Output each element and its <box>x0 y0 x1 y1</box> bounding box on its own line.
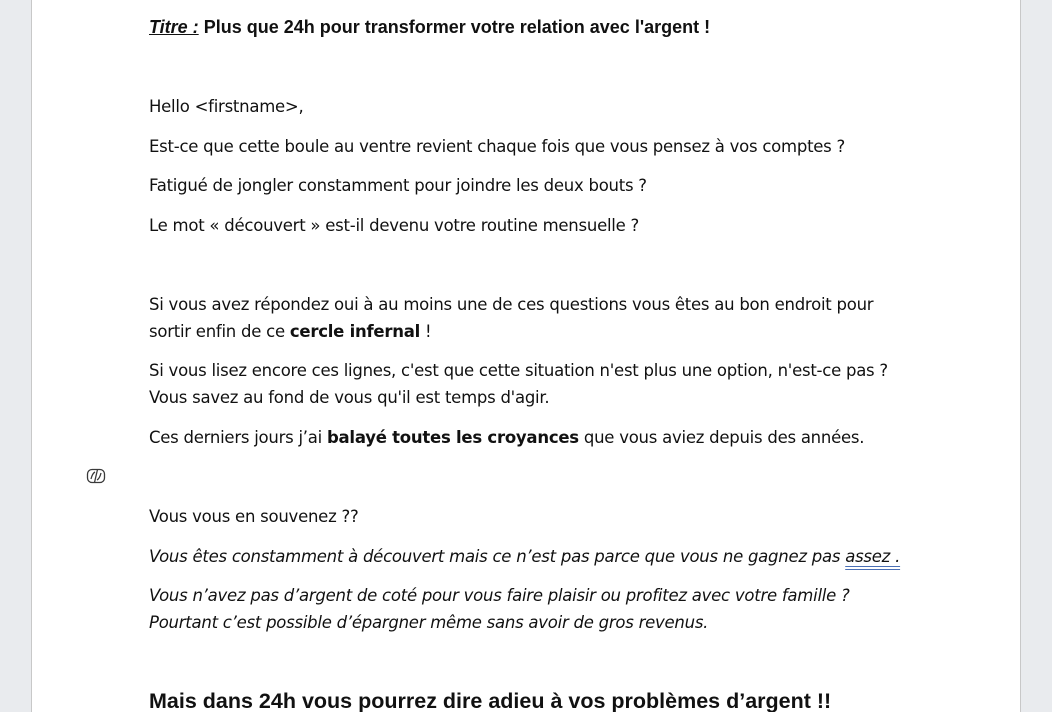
paragraph-3-bold: balayé toutes les croyances <box>326 428 579 447</box>
copilot-icon[interactable] <box>85 467 107 485</box>
paragraph-1-line-2 <box>149 318 431 345</box>
italic-paragraph-1 <box>149 543 900 570</box>
paragraph-2-line-2: Vous savez au fond de vous qu'il est temps d'agir. <box>149 388 550 407</box>
italic-paragraph-2-line-2: Pourtant c’est possible d’épargner même sans avoir de gros revenus. <box>149 613 709 632</box>
paragraph-1-line-1: Si vous avez répondez oui à au moins une de ces questions vous êtes au bon endroit pour <box>149 295 874 314</box>
paragraph-2-line-1: Si vous lisez encore ces lignes, c'est que cette situation n'est plus une option, n'est-ce pas ? <box>149 361 888 380</box>
italic-paragraph-2-line-1: Vous n’avez pas d’argent de coté pour vous faire plaisir ou profitez avec votre famille ? <box>149 586 850 605</box>
remember-line: Vous vous en souvenez ?? <box>149 507 359 526</box>
paragraph-3-end: que vous aviez depuis des années. <box>578 428 865 447</box>
paragraph-1-bold: cercle infernal <box>289 322 421 341</box>
italic-paragraph-1-text: Vous êtes constamment à découvert mais ce n’est pas parce que vous ne gagnez pas <box>149 547 846 566</box>
document-page[interactable] <box>31 0 1021 712</box>
paragraph-1-text: sortir enfin de ce <box>149 322 290 341</box>
grammar-flagged-word[interactable]: assez . <box>845 547 901 566</box>
greeting: Hello <firstname>, <box>149 97 304 116</box>
question-1: Est-ce que cette boule au ventre revient chaque fois que vous pensez à vos comptes ? <box>149 137 846 156</box>
question-2: Fatigué de jongler constamment pour joindre les deux bouts ? <box>149 176 647 195</box>
question-3: Le mot « découvert » est-il devenu votre routine mensuelle ? <box>149 216 640 235</box>
title-label: Titre : <box>149 17 199 37</box>
email-title <box>149 14 710 41</box>
section-heading: Mais dans 24h vous pourrez dire adieu à vos problèmes d’argent !! <box>149 689 832 712</box>
title-text: Plus que 24h pour transformer votre relation avec l'argent ! <box>198 17 711 37</box>
paragraph-1-end: ! <box>420 322 432 341</box>
paragraph-3 <box>149 424 864 451</box>
paragraph-3-text: Ces derniers jours j’ai <box>149 428 327 447</box>
